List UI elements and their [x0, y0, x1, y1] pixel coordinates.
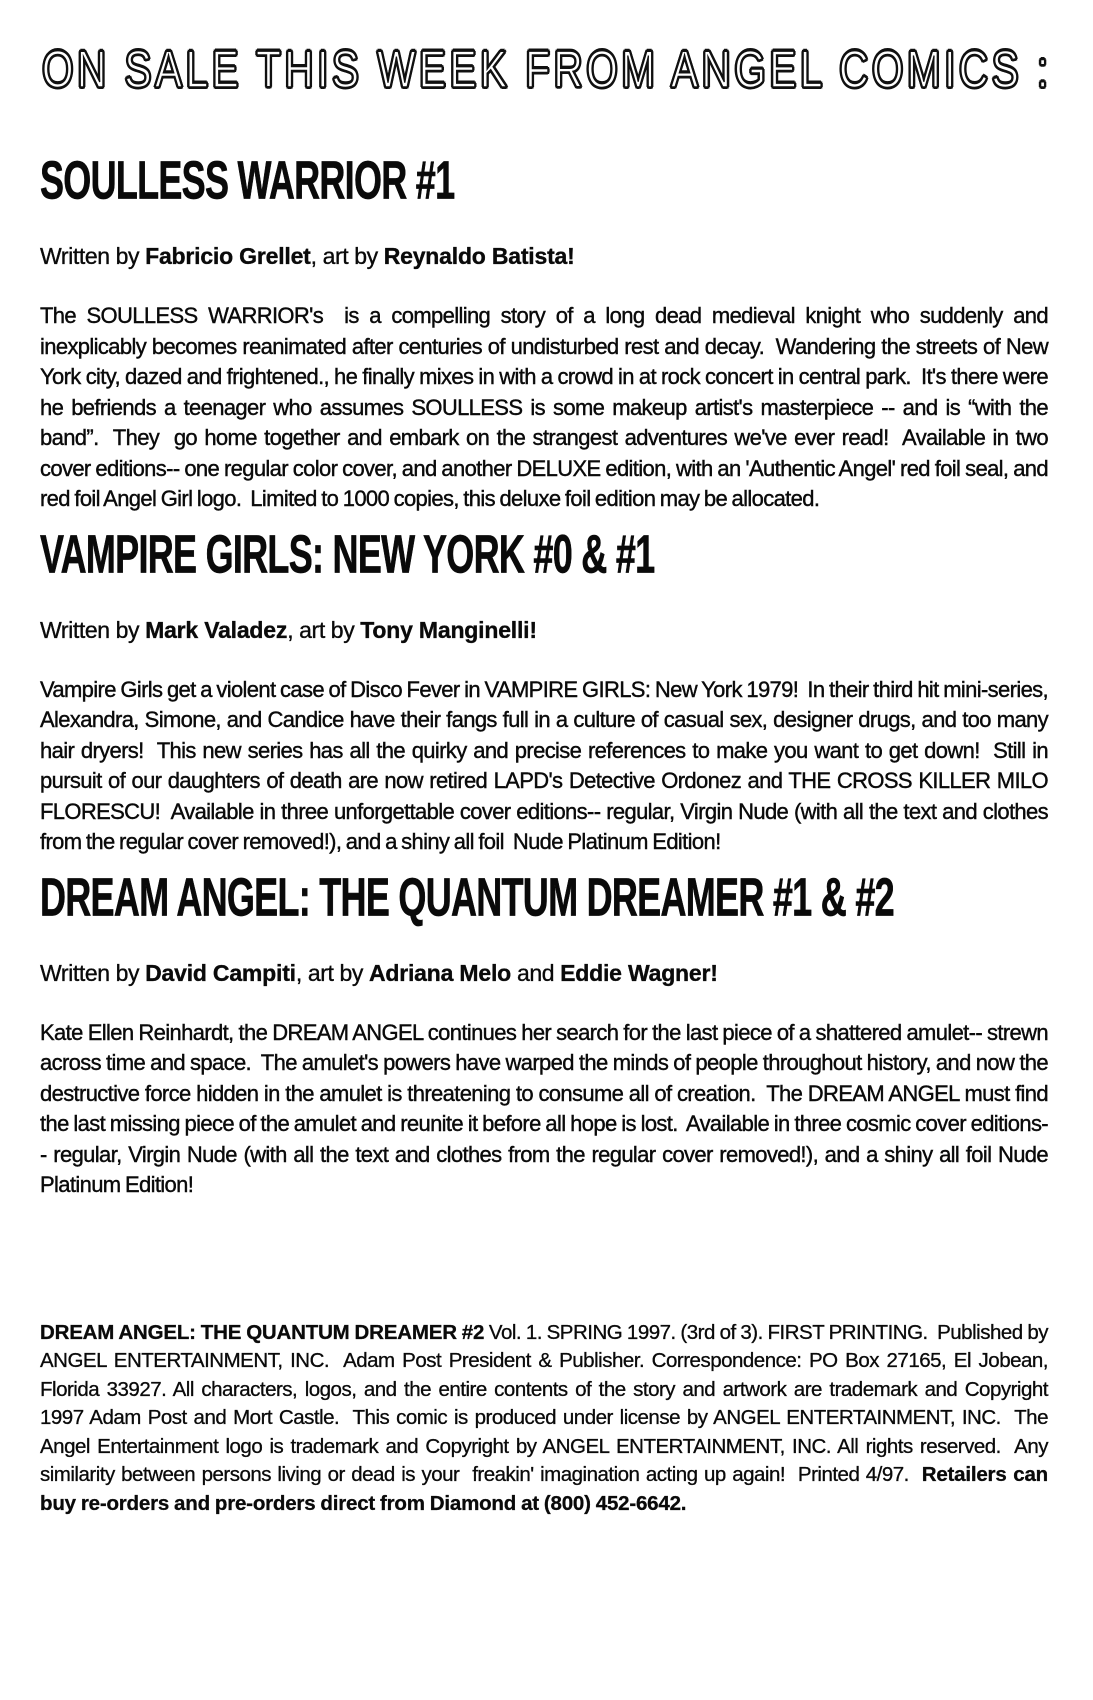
page-title: ON SALE THIS WEEK FROM ANGEL COMICS : — [42, 39, 1052, 99]
bold-text-segment: David Campiti — [145, 959, 296, 986]
section-description: Vampire Girls get a violent case of Disco Fever in VAMPIRE GIRLS: New York 1979! In their third hit mini-series, Alexandra, Simone, and Candice have their fangs full in a culture of casual sex, designer drugs, and too many hair dryers! This new series has all the quirky and precise references to make you want to get down! Still in pursuit of our daughters of death are now retired LAPD's Detective Ordonez and THE CROSS KILLER MILO FLORESCU! Available in three unforgettable cover editions-- regular, Virgin Nude (with all the text and clothes from the regular cover removed!), and a shiny all foil Nude Platinum Edition! — [40, 676, 1053, 855]
section-vampire-girls — [40, 523, 1053, 858]
credits-line — [40, 241, 1048, 271]
bold-text-segment: Fabricio Grellet — [145, 243, 311, 270]
section-dream-angel — [40, 866, 1053, 1201]
section-title: DREAM ANGEL: THE QUANTUM DREAMER #1 & #2 — [40, 866, 894, 927]
text-segment: Written by — [40, 959, 146, 986]
text-segment: Written by — [40, 243, 146, 270]
section-description: The SOULLESS WARRIOR's is a compelling story of a long dead medieval knight who suddenly and inexplicably becomes reanimated after centuries of undisturbed rest and decay. Wandering the streets of New York city, dazed and frightened., he finally mixes in with a crowd in at rock concert in central park. It's there were he befriends a teenager who assumes SOULLESS is some makeup artist's masterpiece -- and is “with the band”. They go home together and embark on the strangest adventures we've ever read! Available in two cover editions-- one regular color cover, and another DELUXE edition, with an 'Authentic Angel' red foil seal, and red foil Angel Girl logo. Limited to 1000 copies, this deluxe foil edition may be allocated. — [40, 303, 1053, 512]
section-soulless-warrior — [40, 149, 1053, 515]
bold-text-segment: Tony Manginelli! — [360, 616, 537, 643]
text-segment: Written by — [40, 616, 146, 643]
bold-text-segment: Mark Valadez — [145, 616, 288, 643]
section-title: SOULLESS WARRIOR #1 — [40, 149, 455, 211]
section-description: Kate Ellen Reinhardt, the DREAM ANGEL continues her search for the last piece of a shattered amulet-- strewn across time and space. The amulet's powers have warped the minds of people throughout history, and now the destructive force hidden in the amulet is threatening to consume all of creation. The DREAM ANGEL must find the last missing piece of the amulet and reunite it before all hope is lost. Available in three cosmic cover editions-- regular, Virgin Nude (with all the text and clothes from the regular cover removed!), and a shiny all foil Nude Platinum Edition! — [40, 1019, 1053, 1198]
text-segment: Vol. 1. SPRING 1997. (3rd of 3). FIRST PRINTING. Published by ANGEL ENTERTAINMENT, INC. Adam Post President & Publisher. Correspondence: PO Box 27165, El Jobean, Florida 33927. All characters, logos, and the entire contents of the story and artwork are trademark and Copyright 1997 Adam Post and Mort Castle. This comic is produced under license by ANGEL ENTERTAINMENT, INC. The Angel Entertainment logo is trademark and Copyright by ANGEL ENTERTAINMENT, INC. All rights reserved. Any similarity between persons living or dead is your freakin' imagination acting up again! Printed 4/97. — [40, 1320, 1053, 1487]
indicia-legal-text — [40, 1319, 1053, 1519]
bold-text-segment: DREAM ANGEL: THE QUANTUM DREAMER #2 — [40, 1320, 485, 1344]
bold-text-segment: Eddie Wagner! — [560, 959, 718, 986]
text-segment: and — [510, 959, 561, 986]
bold-text-segment: Reynaldo Batista! — [383, 243, 575, 270]
text-segment: , art by — [295, 959, 369, 986]
credits-line — [40, 615, 1048, 645]
bold-text-segment: Adriana Melo — [368, 959, 511, 986]
text-segment: , art by — [310, 243, 384, 270]
text-segment: , art by — [287, 616, 361, 643]
section-title: VAMPIRE GIRLS: NEW YORK #0 & #1 — [40, 523, 655, 584]
credits-line — [40, 958, 1048, 988]
bold-text-segment: Retailers can buy re-orders and pre-orders direct from Diamond at (800) 452-6642. — [40, 1463, 1053, 1515]
